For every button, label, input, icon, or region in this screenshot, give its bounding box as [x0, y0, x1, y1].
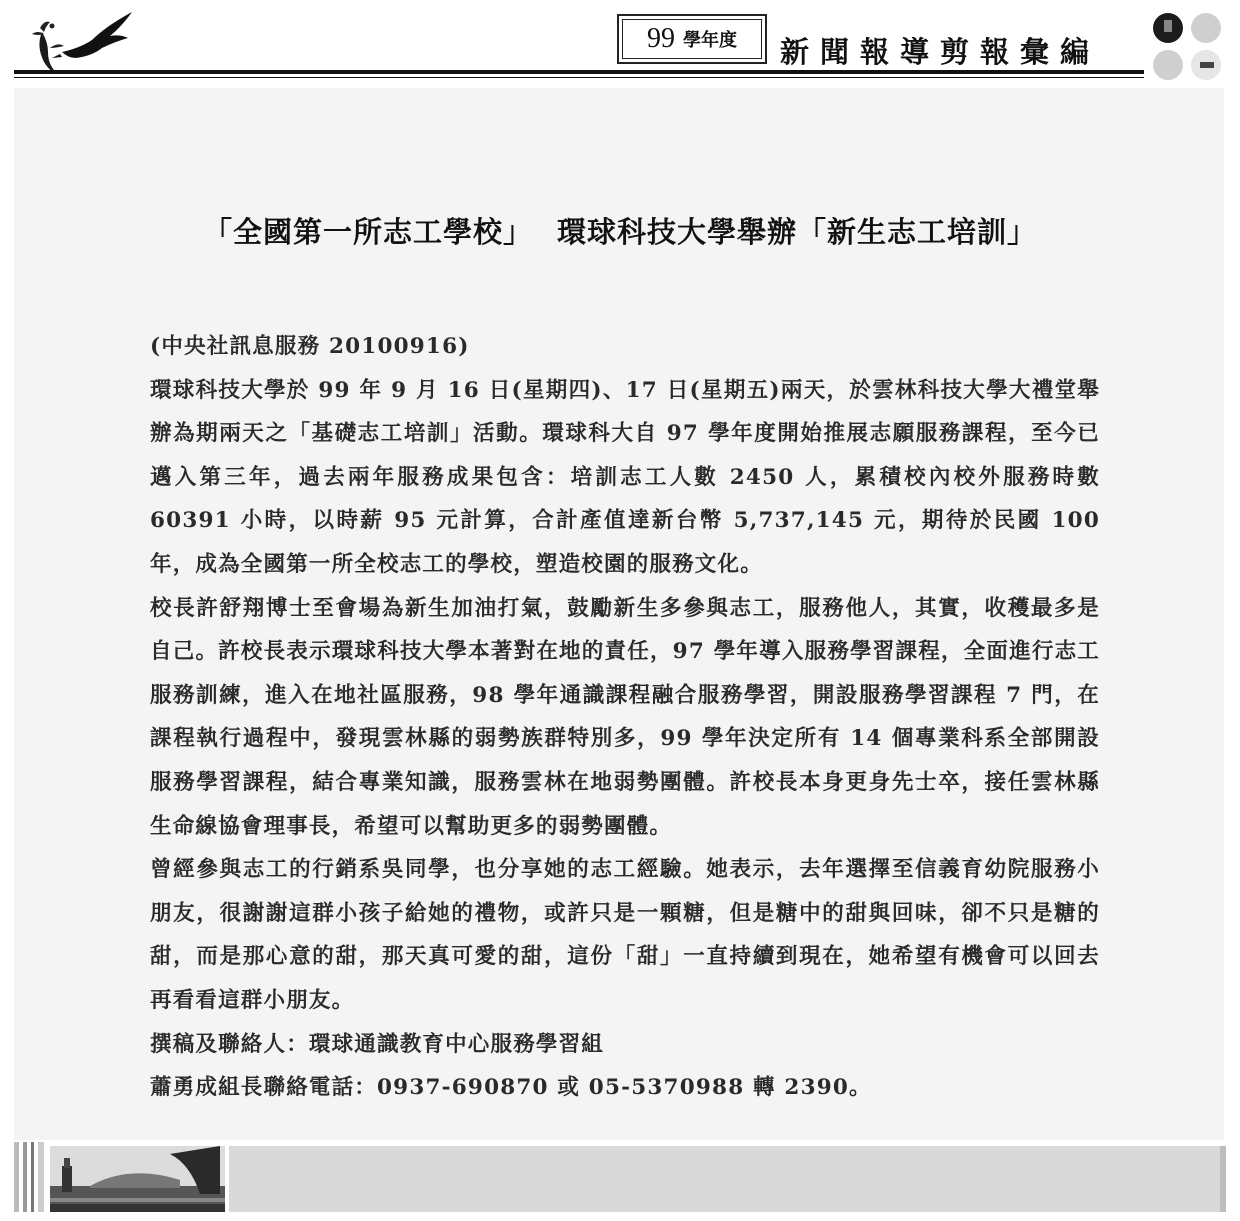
title-part-2: 環球科技大學舉辦「新生志工培訓」 — [557, 215, 1038, 249]
footer-stripes — [14, 1142, 48, 1212]
article-paragraph-1: 環球科技大學於 99 年 9 月 16 日(星期四)、17 日(星期五)兩天，於雲林科技大學大禮堂舉辦為期兩天之「基礎志工培訓」活動。環球科大自 97 學年度開始推展志願服務課程，至今已邁入第三年，過去兩年服務成果包含：培訓志工人數 2450 人，累積校內校外服務時數 60391 小時，以時薪 95 元計算，合計產值達新台幣 5,737,145 元，期待於民國 100 年，成為全國第一所全校志工的學校，塑造校園的服務文化。 — [150, 377, 1100, 577]
article-paragraph-3: 曾經參與志工的行銷系吳同學，也分享她的志工經驗。她表示，去年選擇至信義育幼院服務小朋友，很謝謝這群小孩子給她的禮物，或許只是一顆糖，但是糖中的甜與回味，卻不只是糖的甜，而是那心意的甜，那天真可愛的甜，這份「甜」一直持續到現在，她希望有機會可以回去再看看這群小朋友。 — [150, 857, 1100, 1013]
year-number: 99 — [647, 23, 675, 54]
academic-year-box — [617, 14, 767, 64]
title-part-1: 「全國第一所志工學校」 — [202, 215, 533, 249]
article-title — [0, 210, 1240, 251]
year-label: 學年度 — [683, 30, 737, 51]
footer-band — [226, 1146, 1226, 1212]
page-footer — [14, 1142, 1226, 1212]
page-header — [0, 0, 1240, 95]
masthead-title: 新聞報導剪報彙編 — [780, 35, 1101, 69]
header-divider — [14, 70, 1144, 78]
decorative-circles-icon — [1150, 10, 1228, 86]
campus-photo-icon — [50, 1146, 225, 1212]
article-source: (中央社訊息服務 20100916) — [150, 334, 470, 359]
article-body — [150, 325, 1100, 1110]
article-paragraph-2: 校長許舒翔博士至會場為新生加油打氣，鼓勵新生多參與志工，服務他人，其實，收穫最多是自己。許校長表示環球科技大學本著對在地的責任，97 學年導入服務學習課程，全面進行志工服務訓練，進入在地社區服務，98 學年通識課程融合服務學習，開設服務學習課程 7 門，在課程執行過程中，發現雲林縣的弱勢族群特別多，99 學年決定所有 14 個專業科系全部開設服務學習課程，結合專業知識，服務雲林在地弱勢團體。許校長本身更身先士卒，接任雲林縣生命線協會理事長，希望可以幫助更多的弱勢團體。 — [150, 595, 1100, 839]
contact-line-1: 撰稿及聯絡人：環球通識教育中心服務學習組 — [150, 1031, 605, 1057]
contact-line-2: 蕭勇成組長聯絡電話：0937-690870 或 05-5370988 轉 2390。 — [150, 1075, 872, 1101]
